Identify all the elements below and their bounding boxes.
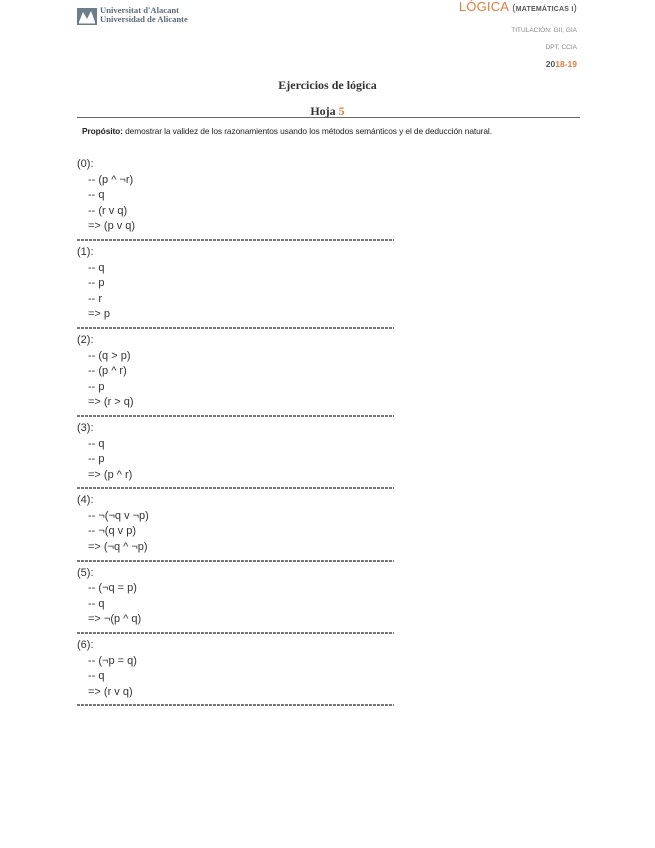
purpose-text: demostrar la validez de los razonamientos usando los métodos semánticos y el de deducción natural. xyxy=(122,126,492,136)
exercise-separator xyxy=(77,415,394,417)
exercise-premise: -- q xyxy=(88,670,105,683)
sheet-number: 5 xyxy=(338,104,345,118)
page-title: Ejercicios de lógica xyxy=(278,78,377,92)
exercise-separator xyxy=(77,632,394,634)
exercise-conclusion: => (p ^ r) xyxy=(88,468,133,481)
exercise-conclusion: => p xyxy=(88,308,111,321)
logo-line-spanish: Universidad de Alicante xyxy=(100,14,188,24)
exercise-label: (1): xyxy=(77,245,94,258)
exercise-premise: -- (p ^ r) xyxy=(88,365,127,378)
exercise-block xyxy=(77,566,394,634)
exercise-separator xyxy=(77,487,394,489)
exercise-block xyxy=(77,493,394,561)
exercise-block xyxy=(77,245,394,329)
exercise-premise: -- ¬(q v p) xyxy=(88,525,136,538)
exercise-separator xyxy=(77,704,394,706)
paren-close: ) xyxy=(573,3,577,14)
exercise-conclusion: => ¬(p ^ q) xyxy=(88,613,142,626)
year-accent: 18-19 xyxy=(555,59,577,69)
exercise-label: (6): xyxy=(77,639,94,652)
exercise-block xyxy=(77,333,394,417)
purpose-statement xyxy=(82,126,492,136)
paren-open: ( xyxy=(512,3,516,14)
department-line: DPT. CCIA xyxy=(545,44,577,51)
exercise-block xyxy=(77,638,394,706)
exercise-list xyxy=(77,157,394,710)
title-divider xyxy=(77,117,580,118)
exercise-conclusion: => (r v q) xyxy=(88,685,133,698)
exercise-premise: -- q xyxy=(88,261,105,274)
course-header xyxy=(459,0,577,69)
course-title xyxy=(459,0,577,17)
logo-text xyxy=(100,6,188,24)
course-subtitle-wrap xyxy=(512,3,577,14)
exercise-label: (2): xyxy=(77,333,94,346)
exercise-premise: -- q xyxy=(88,189,105,202)
exercise-premise: -- p xyxy=(88,453,105,466)
exercise-label: (4): xyxy=(77,494,94,507)
degree-line: TITULACIÓN: GII, GIA xyxy=(511,27,577,34)
course-name: LÓGICA xyxy=(458,0,509,14)
exercise-block xyxy=(77,157,394,241)
exercise-label: (3): xyxy=(77,421,94,434)
exercise-block xyxy=(77,421,394,489)
exercise-label: (5): xyxy=(77,566,94,579)
exercise-separator xyxy=(77,239,394,241)
logo-line-valencian: Universitat d'Alacant xyxy=(100,5,180,15)
university-emblem-icon xyxy=(77,8,97,25)
exercise-premise: -- ¬(¬q v ¬p) xyxy=(88,509,149,522)
exercise-premise: -- (q > p) xyxy=(88,349,131,362)
sheet-label: Hoja xyxy=(310,104,336,118)
exercise-premise: -- (¬q = p) xyxy=(88,582,137,595)
purpose-label: Propósito: xyxy=(82,126,123,136)
exercise-conclusion: => (p v q) xyxy=(88,220,136,233)
exercise-premise: -- (r v q) xyxy=(88,204,128,217)
exercise-premise: -- (¬p = q) xyxy=(88,654,137,667)
university-logo xyxy=(77,6,197,28)
course-subtitle: MATEMÁTICAS I xyxy=(515,6,574,13)
exercise-conclusion: => (¬q ^ ¬p) xyxy=(88,541,148,554)
exercise-premise: -- q xyxy=(88,437,105,450)
exercise-premise: -- q xyxy=(88,597,105,610)
year-prefix: 20 xyxy=(545,59,556,69)
exercise-premise: -- (p ^ ¬r) xyxy=(88,173,134,186)
exercise-conclusion: => (r > q) xyxy=(88,396,134,409)
academic-year xyxy=(459,59,577,69)
exercise-premise: -- r xyxy=(88,292,103,305)
exercise-label: (0): xyxy=(77,158,94,170)
exercise-premise: -- p xyxy=(88,277,105,290)
exercise-premise: -- p xyxy=(88,380,105,393)
exercise-separator xyxy=(77,560,394,562)
exercise-separator xyxy=(77,327,394,329)
